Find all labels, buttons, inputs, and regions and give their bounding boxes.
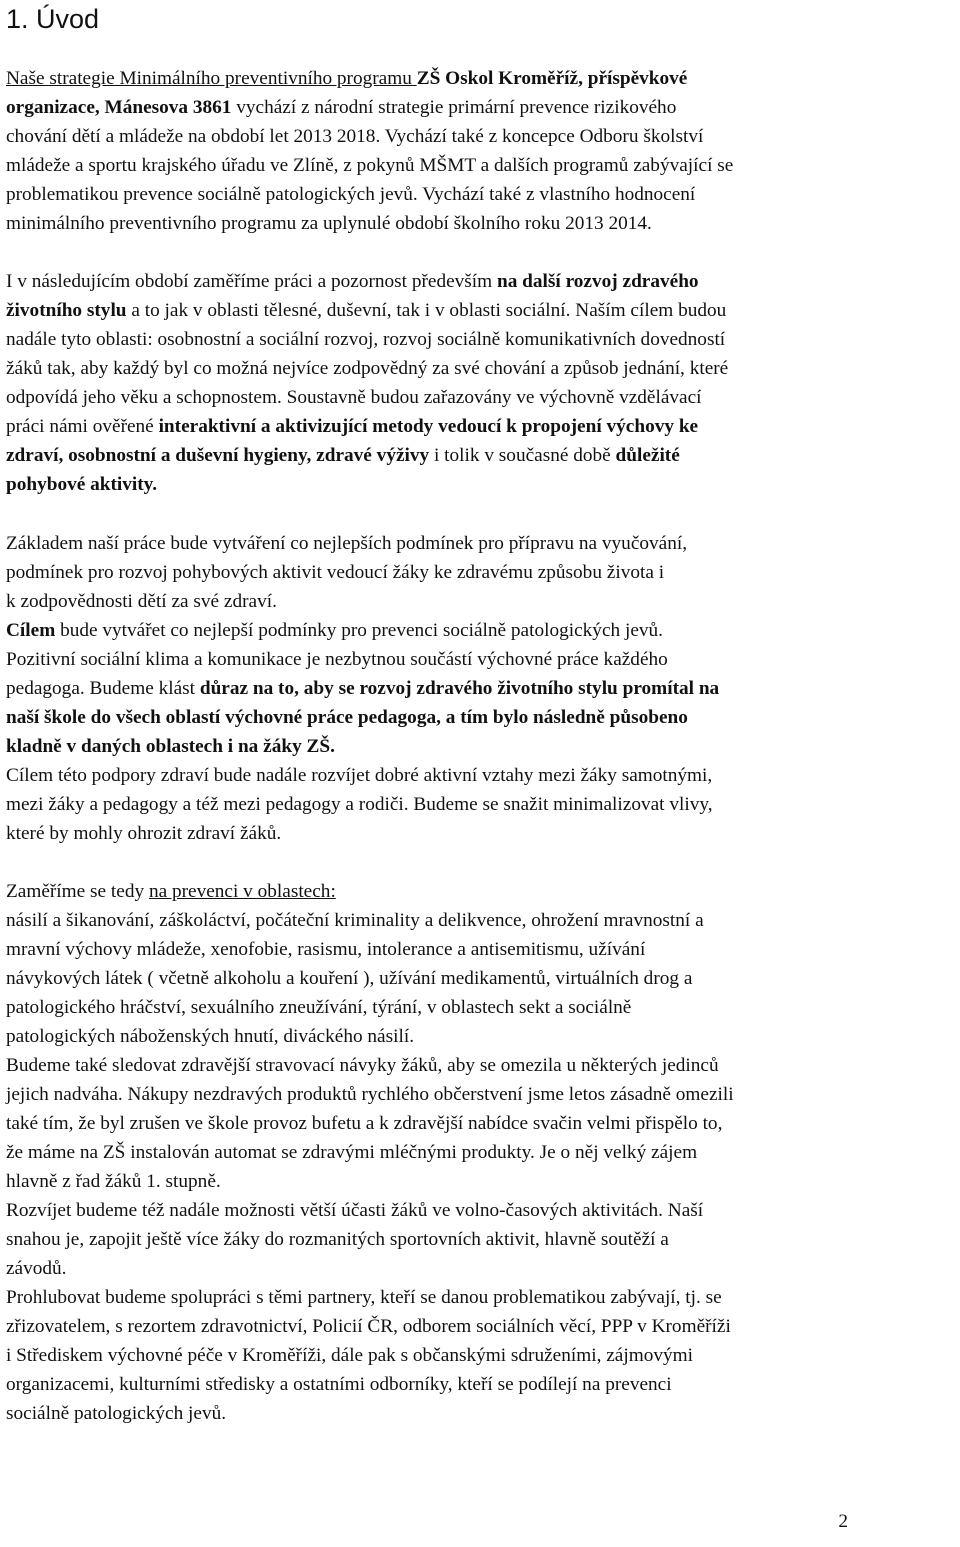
text-run: sociálně patologických jevů. xyxy=(6,1403,227,1424)
text-run: Rozvíjet budeme též nadále možnosti větší účasti žáků ve volno-časových aktivitách. Naší xyxy=(6,1200,704,1221)
text-line xyxy=(6,267,699,296)
text-run: Budeme také sledovat zdravější stravovací návyky žáků, aby se omezila u některých jedinců xyxy=(6,1055,719,1076)
bold-text: životního stylu xyxy=(6,300,127,321)
text-line xyxy=(6,964,692,993)
text-run: které by mohly ohrozit zdraví žáků. xyxy=(6,823,282,844)
text-line xyxy=(6,1254,67,1283)
text-run: Prohlubovat budeme spolupráci s těmi partnery, kteří se danou problematikou zabývají, tj. se xyxy=(6,1287,722,1308)
text-line xyxy=(6,935,645,964)
bold-text: zdraví, osobnostní a duševní hygieny, zdravé výživy xyxy=(6,445,430,466)
bold-text: na další rozvoj zdravého xyxy=(497,271,699,292)
text-run: i Střediskem výchovné péče v Kroměříži, dále pak s občanskými sdruženími, zájmovými xyxy=(6,1345,693,1366)
text-line xyxy=(6,180,695,209)
text-line xyxy=(6,1283,722,1312)
text-run: Základem naší práce bude vytváření co nejlepších podmínek pro přípravu na vyučování, xyxy=(6,533,688,554)
text-run: bude vytvářet co nejlepší podmínky pro prevenci sociálně patologických jevů. xyxy=(55,620,663,641)
text-line xyxy=(6,1370,672,1399)
text-run: jejich nadváha. Nákupy nezdravých produktů rychlého občerstvení jsme letos zásadně omezili xyxy=(6,1084,734,1105)
text-run: mládeže a sportu krajského úřadu ve Zlíně, z pokynů MŠMT a dalších programů zabývající se xyxy=(6,155,734,176)
text-line xyxy=(6,703,688,732)
text-line xyxy=(6,790,713,819)
text-line xyxy=(6,1225,669,1254)
bold-text: naší škole do všech oblastí výchovné práce pedagoga, a tím bylo následně působeno xyxy=(6,707,688,728)
text-line xyxy=(6,906,704,935)
section-heading: 1. Úvod xyxy=(6,4,100,34)
text-line xyxy=(6,674,719,703)
text-line xyxy=(6,64,687,93)
text-line xyxy=(6,1399,226,1428)
text-line xyxy=(6,529,687,558)
bold-text: důležité xyxy=(615,445,680,466)
text-line xyxy=(6,1022,414,1051)
text-line xyxy=(6,645,668,674)
bold-text: pohybové aktivity. xyxy=(6,474,158,495)
text-run: násilí a šikanování, záškoláctví, počáteční kriminality a delikvence, ohrožení mravnostní a xyxy=(6,910,704,931)
text-run: Cílem této podpory zdraví bude nadále rozvíjet dobré aktivní vztahy mezi žáky samotnými, xyxy=(6,765,713,786)
text-line xyxy=(6,1167,221,1196)
text-line xyxy=(6,877,336,906)
text-line xyxy=(6,122,703,151)
text-line xyxy=(6,1312,731,1341)
text-run: a to jak v oblasti tělesné, duševní, tak i v oblasti sociální. Naším cílem budou xyxy=(126,300,727,321)
text-line xyxy=(6,151,733,180)
text-run: odpovídá jeho věku a schopnostem. Soustavně budou zařazovány ve výchovně vzdělávací xyxy=(6,387,702,408)
text-run: I v následujícím období zaměříme práci a pozornost především xyxy=(6,271,497,292)
bold-text: Cílem xyxy=(6,620,56,641)
text-line xyxy=(6,354,728,383)
text-run: i tolik v současné době xyxy=(429,445,616,466)
text-run: Pozitivní sociální klima a komunikace je nezbytnou součástí výchovné práce každého xyxy=(6,649,668,670)
text-run: minimálního preventivního programu za uplynulé období školního roku 2013 2014. xyxy=(6,213,652,234)
text-line xyxy=(6,732,335,761)
bold-text: organizace, Mánesova 3861 xyxy=(6,97,232,118)
text-line xyxy=(6,383,702,412)
text-line xyxy=(6,1138,697,1167)
text-line xyxy=(6,993,631,1022)
text-line xyxy=(6,209,652,238)
text-run: zřizovatelem, s rezortem zdravotnictví, Policií ČR, odborem sociálních věcí, PPP v Kroměříži xyxy=(6,1316,731,1337)
page-number: 2 xyxy=(838,1511,848,1532)
text-run: podmínek pro rozvoj pohybových aktivit vedoucí žáky ke zdravému způsobu života i xyxy=(6,562,665,583)
bold-text: interaktivní a aktivizující metody vedoucí k propojení výchovy ke xyxy=(158,416,699,437)
text-run: patologických náboženských hnutí, diváckého násilí. xyxy=(6,1026,415,1047)
text-run: k zodpovědnosti dětí za své zdraví. xyxy=(6,591,277,612)
text-line xyxy=(6,1341,693,1370)
text-line xyxy=(6,1196,703,1225)
text-line xyxy=(6,1080,734,1109)
underlined-text: Naše strategie Minimálního preventivního programu xyxy=(6,68,417,89)
text-run: že máme na ZŠ instalován automat se zdravými mléčnými produkty. Je o něj velký zájem xyxy=(6,1142,698,1163)
text-run: závodů. xyxy=(6,1258,67,1279)
text-run: návykových látek ( včetně alkoholu a kouření ), užívání medikamentů, virtuálních drog a xyxy=(6,968,693,989)
bold-text: důraz na to, aby se rozvoj zdravého životního stylu promítal na xyxy=(199,678,720,699)
bold-text: ZŠ Oskol Kroměříž, příspěvkové xyxy=(416,68,688,89)
text-line xyxy=(6,470,157,499)
text-line xyxy=(6,1051,719,1080)
text-run: mravní výchovy mládeže, xenofobie, rasismu, intolerance a antisemitismu, užívání xyxy=(6,939,646,960)
text-run: také tím, že byl zrušen ve škole provoz bufetu a k zdravější nabídce svačin velmi přispělo to, xyxy=(6,1113,723,1134)
text-line xyxy=(6,1109,722,1138)
text-run: pedagoga. Budeme klást xyxy=(6,678,200,699)
text-line xyxy=(6,616,663,645)
text-line xyxy=(6,587,277,616)
text-run: práci námi ověřené xyxy=(6,416,159,437)
text-run: snahou je, zapojit ještě více žáky do rozmanitých sportovních aktivit, hlavně soutěží a xyxy=(6,1229,669,1250)
text-run: mezi žáky a pedagogy a též mezi pedagogy a rodiči. Budeme se snažit minimalizovat vlivy, xyxy=(6,794,713,815)
text-run: chování dětí a mládeže na období let 2013 2018. Vychází také z koncepce Odboru školství xyxy=(6,126,704,147)
text-line xyxy=(6,412,698,441)
text-run: hlavně z řad žáků 1. stupně. xyxy=(6,1171,221,1192)
text-line xyxy=(6,441,680,470)
text-line xyxy=(6,761,712,790)
text-line xyxy=(6,819,281,848)
text-run: vychází z národní strategie primární prevence rizikového xyxy=(231,97,677,118)
text-line xyxy=(6,558,664,587)
text-run: nadále tyto oblasti: osobnostní a sociální rozvoj, rozvoj sociálně komunikativních dovedností xyxy=(6,329,726,350)
bold-text: kladně v daných oblastech i na žáky ZŠ. xyxy=(6,736,335,757)
text-run: problematikou prevence sociálně patologických jevů. Vychází také z vlastního hodnocení xyxy=(6,184,696,205)
text-run: žáků tak, aby každý byl co možná nejvíce zodpovědný za své chování a způsob jednání, které xyxy=(6,358,729,379)
underlined-text: na prevenci v oblastech: xyxy=(148,881,336,902)
text-line xyxy=(6,325,725,354)
text-run: organizacemi, kulturními středisky a ostatními odborníky, kteří se podílejí na prevenci xyxy=(6,1374,672,1395)
text-line xyxy=(6,93,676,122)
text-line xyxy=(6,296,726,325)
text-run: patologického hráčství, sexuálního zneužívání, týrání, v oblastech sekt a sociálně xyxy=(6,997,632,1018)
text-run: Zaměříme se tedy xyxy=(6,881,149,902)
